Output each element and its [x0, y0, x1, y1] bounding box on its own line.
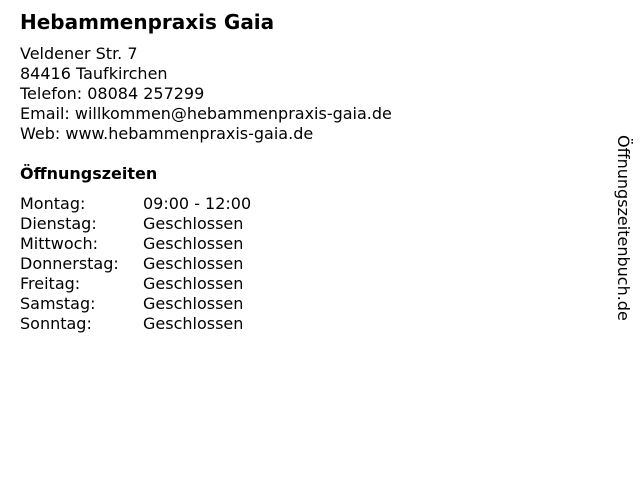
- city-postcode: 84416 Taufkirchen: [20, 64, 168, 83]
- day-label: Mittwoch:: [20, 234, 98, 253]
- opening-hours-heading: Öffnungszeiten: [20, 164, 158, 183]
- day-label: Sonntag:: [20, 314, 92, 333]
- hours-row-monday: [20, 194, 320, 214]
- opening-hours-table: [20, 194, 320, 334]
- day-hours: Geschlossen: [143, 234, 244, 253]
- hours-row-sunday: [20, 314, 320, 334]
- hours-row-thursday: [20, 254, 320, 274]
- hours-row-friday: [20, 274, 320, 294]
- street-address: Veldener Str. 7: [20, 44, 138, 63]
- watermark-text: Öffnungszeitenbuch.de: [614, 135, 633, 321]
- hours-row-tuesday: [20, 214, 320, 234]
- day-label: Montag:: [20, 194, 86, 213]
- day-hours: Geschlossen: [143, 254, 244, 273]
- day-hours: 09:00 - 12:00: [143, 194, 252, 213]
- website-url: Web: www.hebammenpraxis-gaia.de: [20, 124, 314, 143]
- day-label: Samstag:: [20, 294, 96, 313]
- day-label: Freitag:: [20, 274, 81, 293]
- day-label: Donnerstag:: [20, 254, 119, 273]
- contact-block: [20, 44, 392, 144]
- hours-row-wednesday: [20, 234, 320, 254]
- day-hours: Geschlossen: [143, 214, 244, 233]
- day-hours: Geschlossen: [143, 294, 244, 313]
- day-hours: Geschlossen: [143, 314, 244, 333]
- day-label: Dienstag:: [20, 214, 97, 233]
- hours-row-saturday: [20, 294, 320, 314]
- email-address: Email: willkommen@hebammenpraxis-gaia.de: [20, 104, 392, 123]
- business-name: Hebammenpraxis Gaia: [20, 10, 275, 34]
- day-hours: Geschlossen: [143, 274, 244, 293]
- phone-number: Telefon: 08084 257299: [20, 84, 205, 103]
